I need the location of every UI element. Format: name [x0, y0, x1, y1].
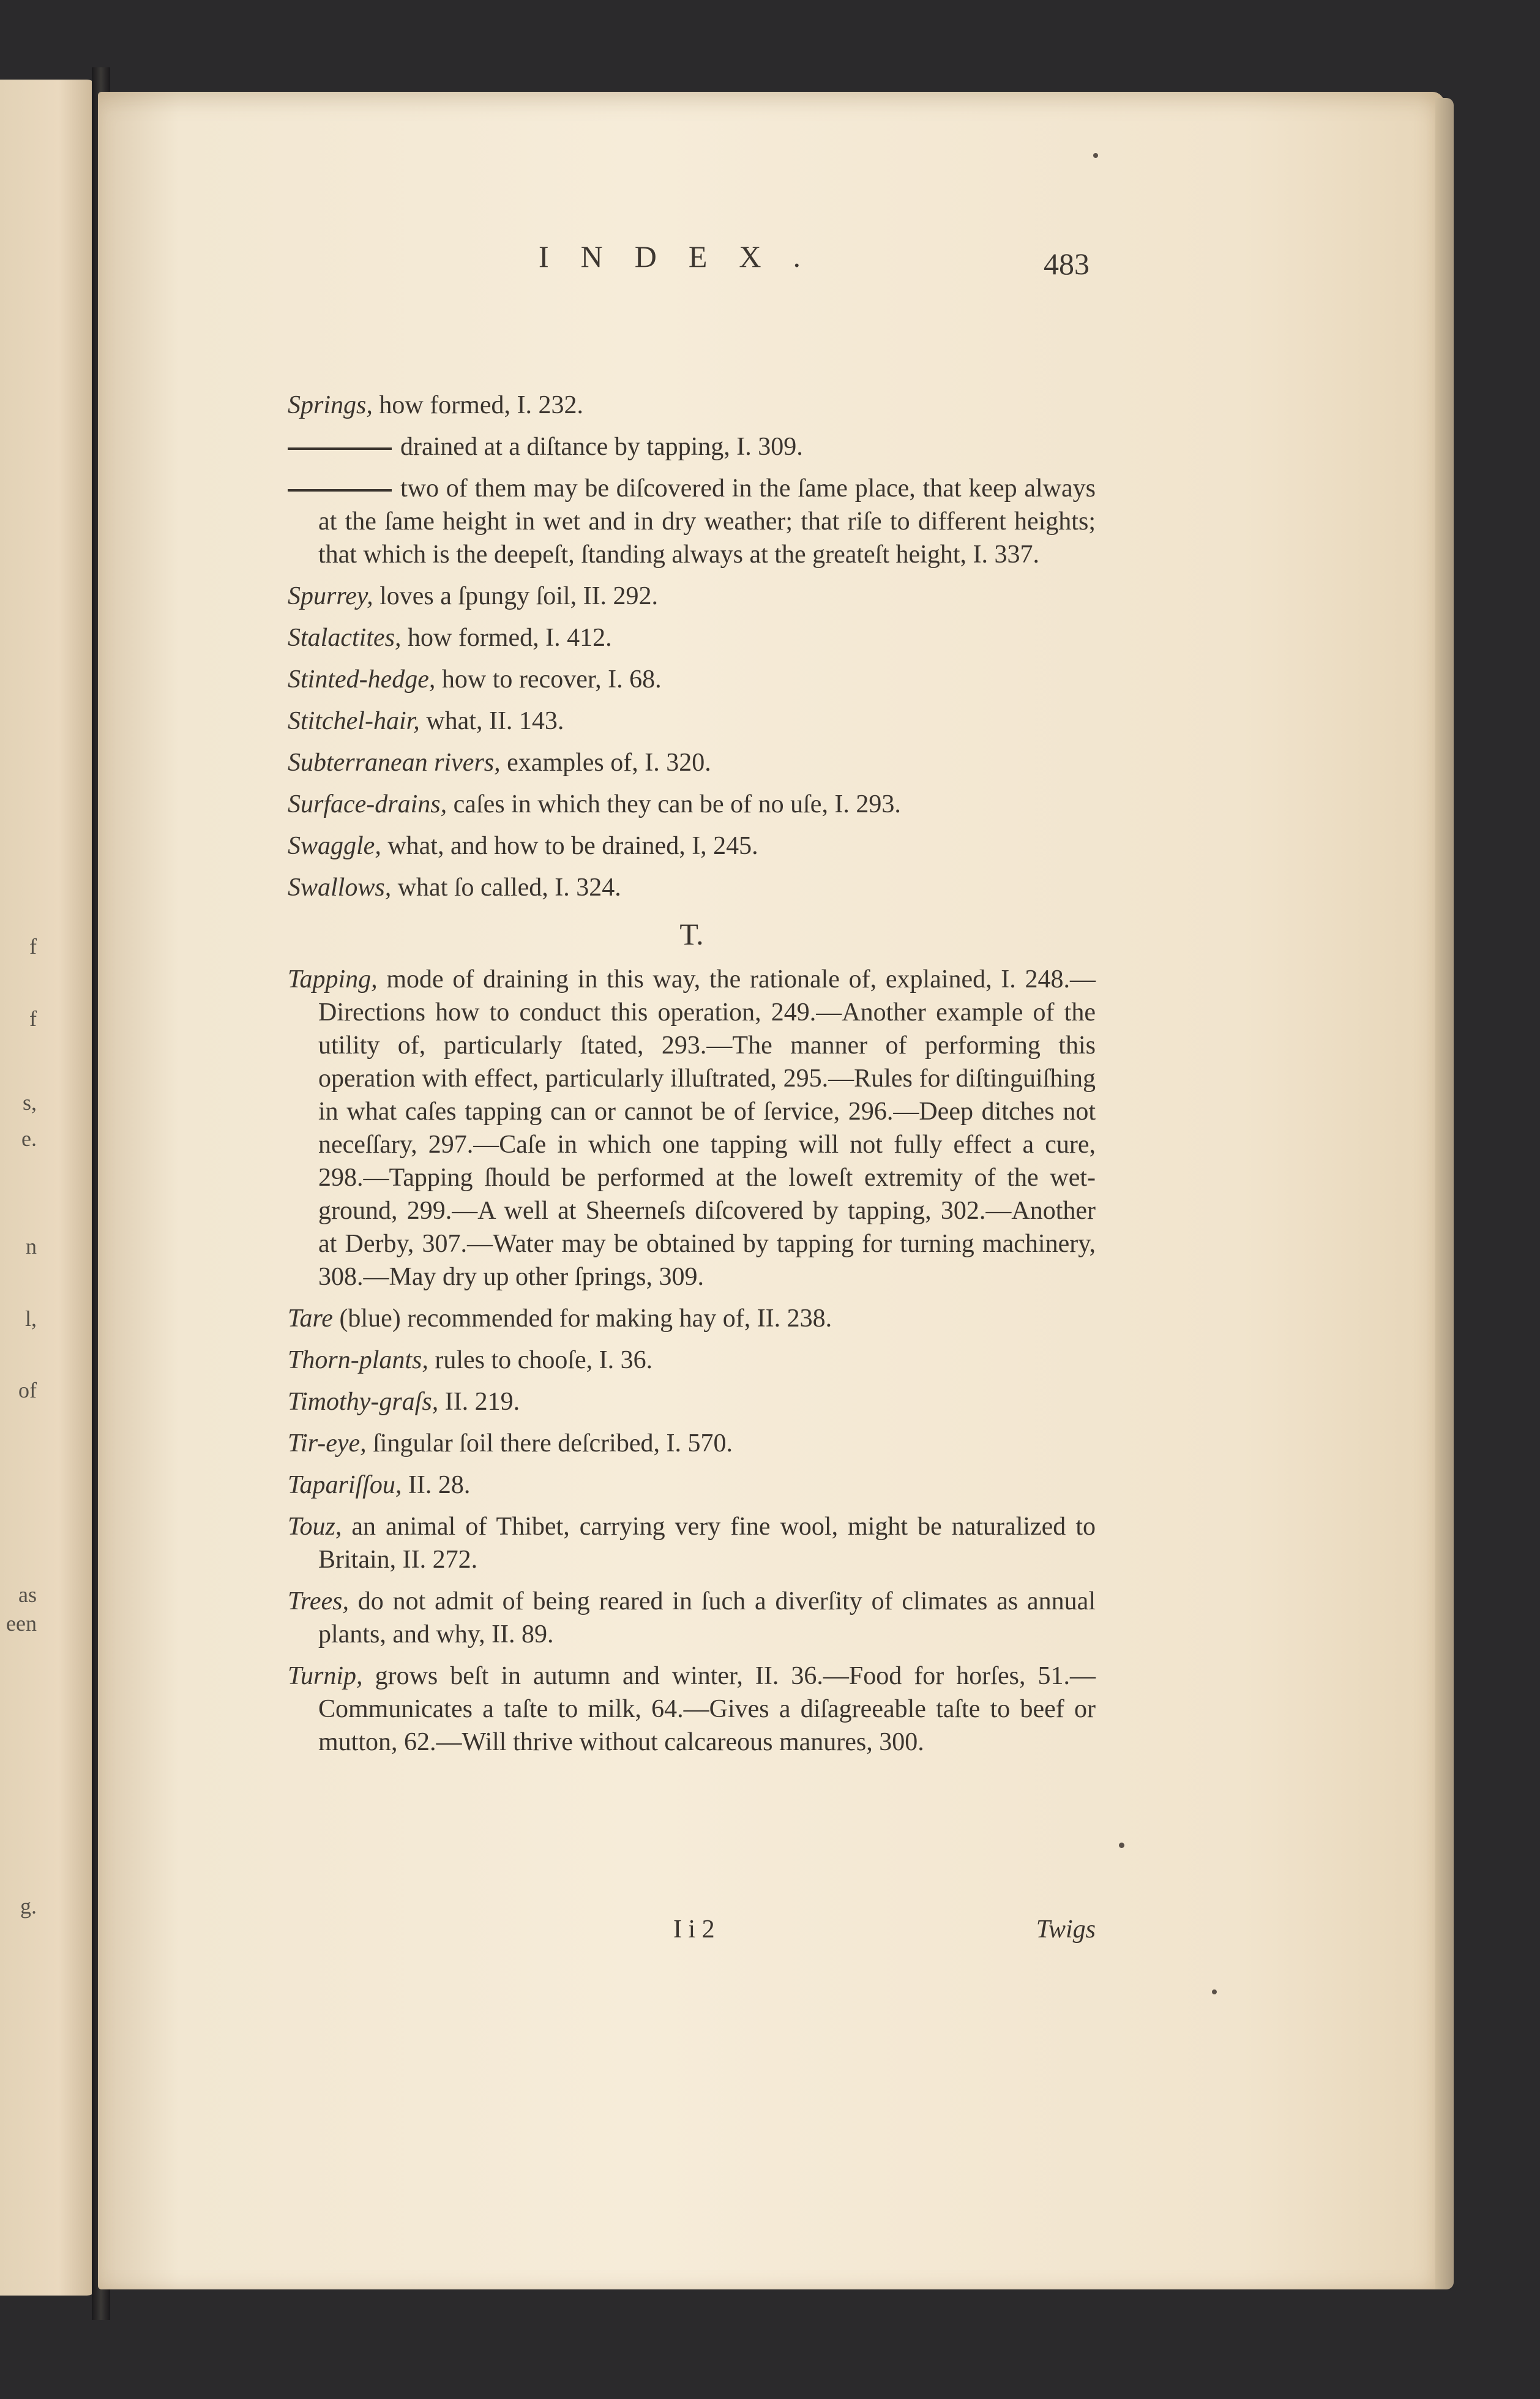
index-entry — [288, 829, 1096, 863]
entry-headword: Tare — [288, 1304, 333, 1333]
page-edge — [1435, 98, 1454, 2289]
facing-page-fragment: een — [6, 1611, 37, 1636]
facing-page-fragment: as — [18, 1582, 37, 1607]
entry-text: examples of, I. 320. — [500, 749, 711, 777]
entry-headword: Tapping, — [288, 965, 378, 994]
facing-page-fragment: of — [18, 1378, 37, 1403]
entry-text: rules to chooſe, I. 36. — [428, 1346, 653, 1374]
ditto-dash — [288, 489, 392, 492]
index-entry — [288, 746, 1096, 779]
entries-t-section — [288, 963, 1096, 1759]
facing-page-fragment: f — [29, 1006, 37, 1031]
entry-text: loves a ſpungy ſoil, II. 292. — [373, 582, 659, 610]
page-number: 483 — [1044, 247, 1090, 281]
index-entry — [288, 1585, 1096, 1651]
entry-headword: Stinted-hedge, — [288, 665, 436, 694]
signature-mark: I i 2 — [673, 1915, 715, 1944]
entry-headword: Swaggle, — [288, 832, 381, 860]
index-entry — [288, 1660, 1096, 1759]
index-entry — [288, 705, 1096, 738]
entry-headword: Swallows, — [288, 874, 392, 902]
entry-text: II. 219. — [438, 1388, 520, 1416]
entry-text: how to recover, I. 68. — [435, 665, 662, 694]
entry-text: II. 28. — [402, 1471, 471, 1499]
facing-page-fragment: l, — [24, 1306, 37, 1331]
entry-headword: Timothy-graſs, — [288, 1388, 439, 1416]
letter-heading: T. — [679, 917, 704, 951]
index-content — [288, 389, 1096, 1767]
facing-page-fragment: e. — [21, 1126, 37, 1151]
index-entry — [288, 1302, 1096, 1335]
entry-headword: Tapariſſou, — [288, 1471, 402, 1499]
entry-text: grows beſt in autumn and winter, II. 36.—Food for horſes, 51.—Communicates a taſte to milk, 64.—Gives a diſagreeable taſte to beef or mutton, 62.—Will thrive without calcareous manures, 300. — [318, 1662, 1096, 1756]
entry-text: an animal of Thibet, carrying very fine wool, might be naturalized to Britain, II. 272. — [318, 1513, 1096, 1574]
facing-page-fragment: n — [26, 1234, 37, 1259]
entry-text: how formed, I. 232. — [372, 391, 583, 419]
ditto-dash — [288, 447, 392, 450]
catchword: Twigs — [1036, 1915, 1096, 1944]
index-entry — [288, 1469, 1096, 1502]
entry-headword: Springs, — [288, 391, 373, 419]
entry-text: what, and how to be drained, I, 245. — [381, 832, 758, 860]
index-entry — [288, 1385, 1096, 1418]
entry-headword: Surface-drains, — [288, 790, 447, 818]
index-entry — [288, 788, 1096, 821]
facing-page-fragment: f — [29, 934, 37, 959]
index-entry — [288, 621, 1096, 654]
entry-text: what, II. 143. — [419, 707, 564, 735]
entry-text: two of them may be diſcovered in the ſame place, that keep always at the ſame height in wet and in dry weather; that riſe to different heights; that which is the deepeſt, ſtanding always at the greateſt height, I. 337. — [318, 474, 1096, 569]
index-entry — [288, 430, 1096, 463]
entry-headword: Thorn-plants, — [288, 1346, 428, 1374]
entry-headword: Subterranean rivers, — [288, 749, 501, 777]
entry-headword: Spurrey, — [288, 582, 373, 610]
entry-text: (blue) recommended for making hay of, II. 238. — [332, 1304, 832, 1333]
entry-text: do not admit of being reared in ſuch a diverſity of climates as annual plants, and why, II. 89. — [318, 1587, 1096, 1649]
index-entry — [288, 1344, 1096, 1377]
index-entry — [288, 1510, 1096, 1576]
paper-speck — [1119, 1843, 1124, 1848]
entry-headword: Trees, — [288, 1587, 349, 1615]
paper-speck — [1212, 1989, 1217, 1994]
index-entry — [288, 1427, 1096, 1460]
index-entry — [288, 580, 1096, 613]
index-entry — [288, 472, 1096, 571]
index-entry — [288, 389, 1096, 422]
facing-page-fragment: s, — [22, 1090, 37, 1115]
entry-text: how formed, I. 412. — [401, 624, 612, 652]
entry-headword: Stalactites, — [288, 624, 402, 652]
index-entry — [288, 963, 1096, 1293]
paper-speck — [1093, 153, 1098, 158]
entry-text: drained at a diſtance by tapping, I. 309. — [400, 433, 803, 461]
entry-headword: Stitchel-hair, — [288, 707, 420, 735]
facing-page-fragment: g. — [20, 1894, 37, 1918]
entry-text: mode of draining in this way, the rationale of, explained, I. 248.—Directions how to conduct this operation, 249.—Another example of the utility of, particularly ſtated, 293.—The manner of performing this operation with effect, particularly illuſtrated, 295.—Rules for diſtinguiſhing in what caſes tapping can or cannot be of ſervice, 296.—Deep ditches not neceſſary, 297.—Caſe in which one tapping will not fully effect a cure, 298.—Tapping ſhould be performed at the loweſt extremity of the wet-ground, 299.—A well at Sheerneſs diſcovered by tapping, 302.—Another at Derby, 307.—Water may be obtained by tapping for turning machinery, 308.—May dry up other ſprings, 309. — [318, 965, 1096, 1291]
entries-s-section — [288, 389, 1096, 904]
entry-headword: Touz, — [288, 1513, 342, 1541]
entry-headword: Turnip, — [288, 1662, 363, 1690]
running-title: INDEX. — [539, 239, 833, 274]
page-header — [441, 239, 1090, 288]
entry-text: ſingular ſoil there deſcribed, I. 570. — [366, 1429, 733, 1458]
entry-headword: Tir-eye, — [288, 1429, 367, 1458]
entry-text: caſes in which they can be of no uſe, I. 293. — [447, 790, 901, 818]
facing-page — [0, 80, 98, 2296]
index-entry — [288, 663, 1096, 696]
entry-text: what ſo called, I. 324. — [391, 874, 621, 902]
index-entry — [288, 871, 1096, 904]
